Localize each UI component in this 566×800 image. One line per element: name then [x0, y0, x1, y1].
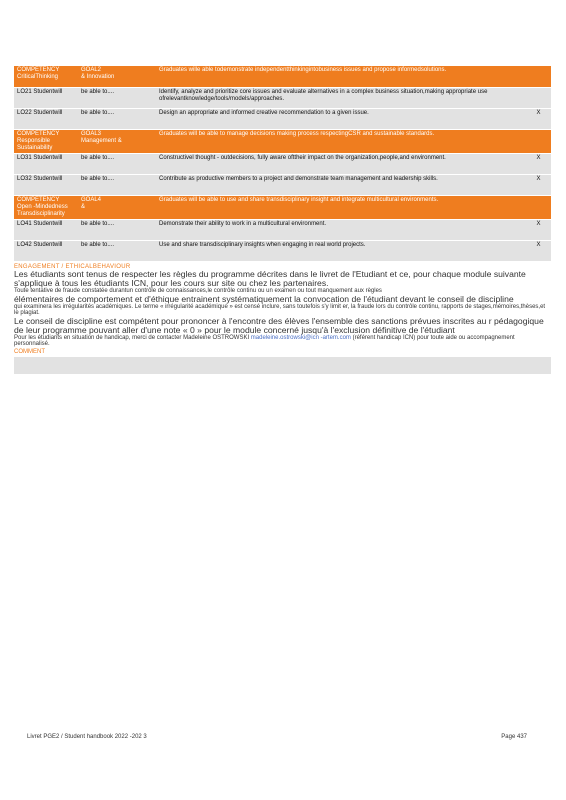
competency-table	[14, 66, 551, 262]
cell-c1: LO32 Studentwill	[14, 175, 78, 196]
cell-c1: COMPETENCY CriticalThinking	[14, 66, 78, 88]
cell-c4: X	[526, 220, 551, 241]
footer-handbook-label: Livret PGE2 / Student handbook 2022 -202 3	[27, 734, 147, 740]
ethic-paragraph-sanctions: Le conseil de discipline est compétent pour prononcer à l'encontre des élèves l'ensemble des sanctions prévues inscrites au r pédagogique de leur programme pouvant aller d'une note « 0 » pour le module concerné jusqu'à l'exclusion définitive de l'étudiant	[14, 315, 544, 335]
cell-c1: LO31 Studentwill	[14, 154, 78, 175]
ethic-paragraph-handicap	[14, 335, 551, 348]
cell-c3: Graduates will be able to use and share transdisciplinary insight and integrate multicultural environments.	[156, 196, 526, 220]
cell-c4: X	[526, 154, 551, 175]
ethic-paragraph-discipline: élémentaires de comportement et d'éthique entrainent systématiquement la convocation de l'étudiant devant le conseil de discipline	[14, 293, 514, 304]
learning-outcome-row	[14, 220, 551, 241]
learning-outcome-row	[14, 154, 551, 175]
cell-c3: Contribute as productive members to a project and demonstrate team management and leadership skills.	[156, 175, 526, 196]
learning-outcome-row	[14, 241, 551, 262]
cell-c4: X	[526, 109, 551, 130]
handicap-text-end: (référent handicap ICN) pour toute aide ou accompagnement personnalisé.	[14, 334, 515, 348]
document-body	[14, 66, 551, 374]
cell-c4: X	[526, 241, 551, 262]
cell-c2: be able to....	[78, 220, 156, 241]
competency-header-row	[14, 196, 551, 220]
cell-c1: COMPETENCY Open -Mindedness Transdisciplinarity	[14, 196, 78, 220]
cell-c2: be able to....	[78, 88, 156, 109]
cell-c3: Identify, analyze and prioritize core issues and evaluate alternatives in a complex business situation,making appropriate use ofrelevantknowledge/tools/models/approaches.	[156, 88, 526, 109]
ethic-paragraph-fraud: Toute tentative de fraude constatée durantun contrôle de connaissances,le contrôle continu ou un examen ou tout manquement aux règles	[14, 288, 382, 294]
handicap-text: Pour les étudiants en situation de handicap, merci de contacter Madeleine OSTROWSKI	[14, 334, 250, 341]
cell-c1: LO41 Studentwill	[14, 220, 78, 241]
page-footer	[27, 734, 527, 740]
cell-c2: be able to....	[78, 109, 156, 130]
cell-c2: be able to....	[78, 154, 156, 175]
cell-c1: LO22 Studentwill	[14, 109, 78, 130]
cell-c3: Constructivel thought - outdecisions, fully aware ofttheir impact on the organization,people,and environment.	[156, 154, 526, 175]
competency-header-row	[14, 130, 551, 154]
competency-header-row	[14, 66, 551, 88]
ethic-heading: ENGAGEMENT / ETHICALBEHAVIOUR	[14, 264, 131, 270]
cell-c4	[526, 66, 551, 88]
cell-c3: Graduates will be able to manage decisions making process respectingCSR and sustainable standards.	[156, 130, 526, 154]
cell-c1: LO42 Studentwill	[14, 241, 78, 262]
cell-c2: GOAL3 Management &	[78, 130, 156, 154]
handicap-email-link[interactable]: madeleine.ostrowski@icn -artem.com	[250, 334, 351, 341]
learning-outcome-row	[14, 109, 551, 130]
cell-c2: be able to....	[78, 241, 156, 262]
cell-c4	[526, 88, 551, 109]
page-number: Page 437	[501, 734, 527, 740]
cell-c3: Graduates wille able todemonstrate independentthinkingintobusiness issues and propose informedsolutions.	[156, 66, 526, 88]
cell-c4	[526, 130, 551, 154]
comment-box	[14, 357, 551, 374]
learning-outcome-row	[14, 175, 551, 196]
ethic-paragraph-rules: Les étudiants sont tenus de respecter les règles du programme décrites dans le livret de l'Etudiant et ce, pour chaque module suivante s'applique à tous les étudiants ICN, pour les cours sur site ou chez les partenaires.	[14, 269, 526, 288]
cell-c4: X	[526, 175, 551, 196]
cell-c1: COMPETENCY Responsible Sustainability	[14, 130, 78, 154]
cell-c4	[526, 196, 551, 220]
cell-c2: be able to....	[78, 175, 156, 196]
comment-heading: COMMENT	[14, 348, 45, 355]
cell-c3: Design an appropriate and informed creative recommendation to a given issue.	[156, 109, 526, 130]
cell-c2: GOAL2 & Innovation	[78, 66, 156, 88]
cell-c1: LO21 Studentwill	[14, 88, 78, 109]
cell-c2: GOAL4 &	[78, 196, 156, 220]
cell-c3: Demonstrate their ability to work in a multicultural environment.	[156, 220, 526, 241]
cell-c3: Use and share transdisciplinary insights when engaging in real world projects.	[156, 241, 526, 262]
learning-outcome-row	[14, 88, 551, 109]
ethic-paragraph-irregularity: qui examinera les irrégularités académiques. Le terme « irrégularité académique » est censé inclure, sans toutefois s'y limit er, la fraude lors du contrôle continu, rapports de stages,mémoires,thèses,et le plagiat.	[14, 303, 546, 317]
